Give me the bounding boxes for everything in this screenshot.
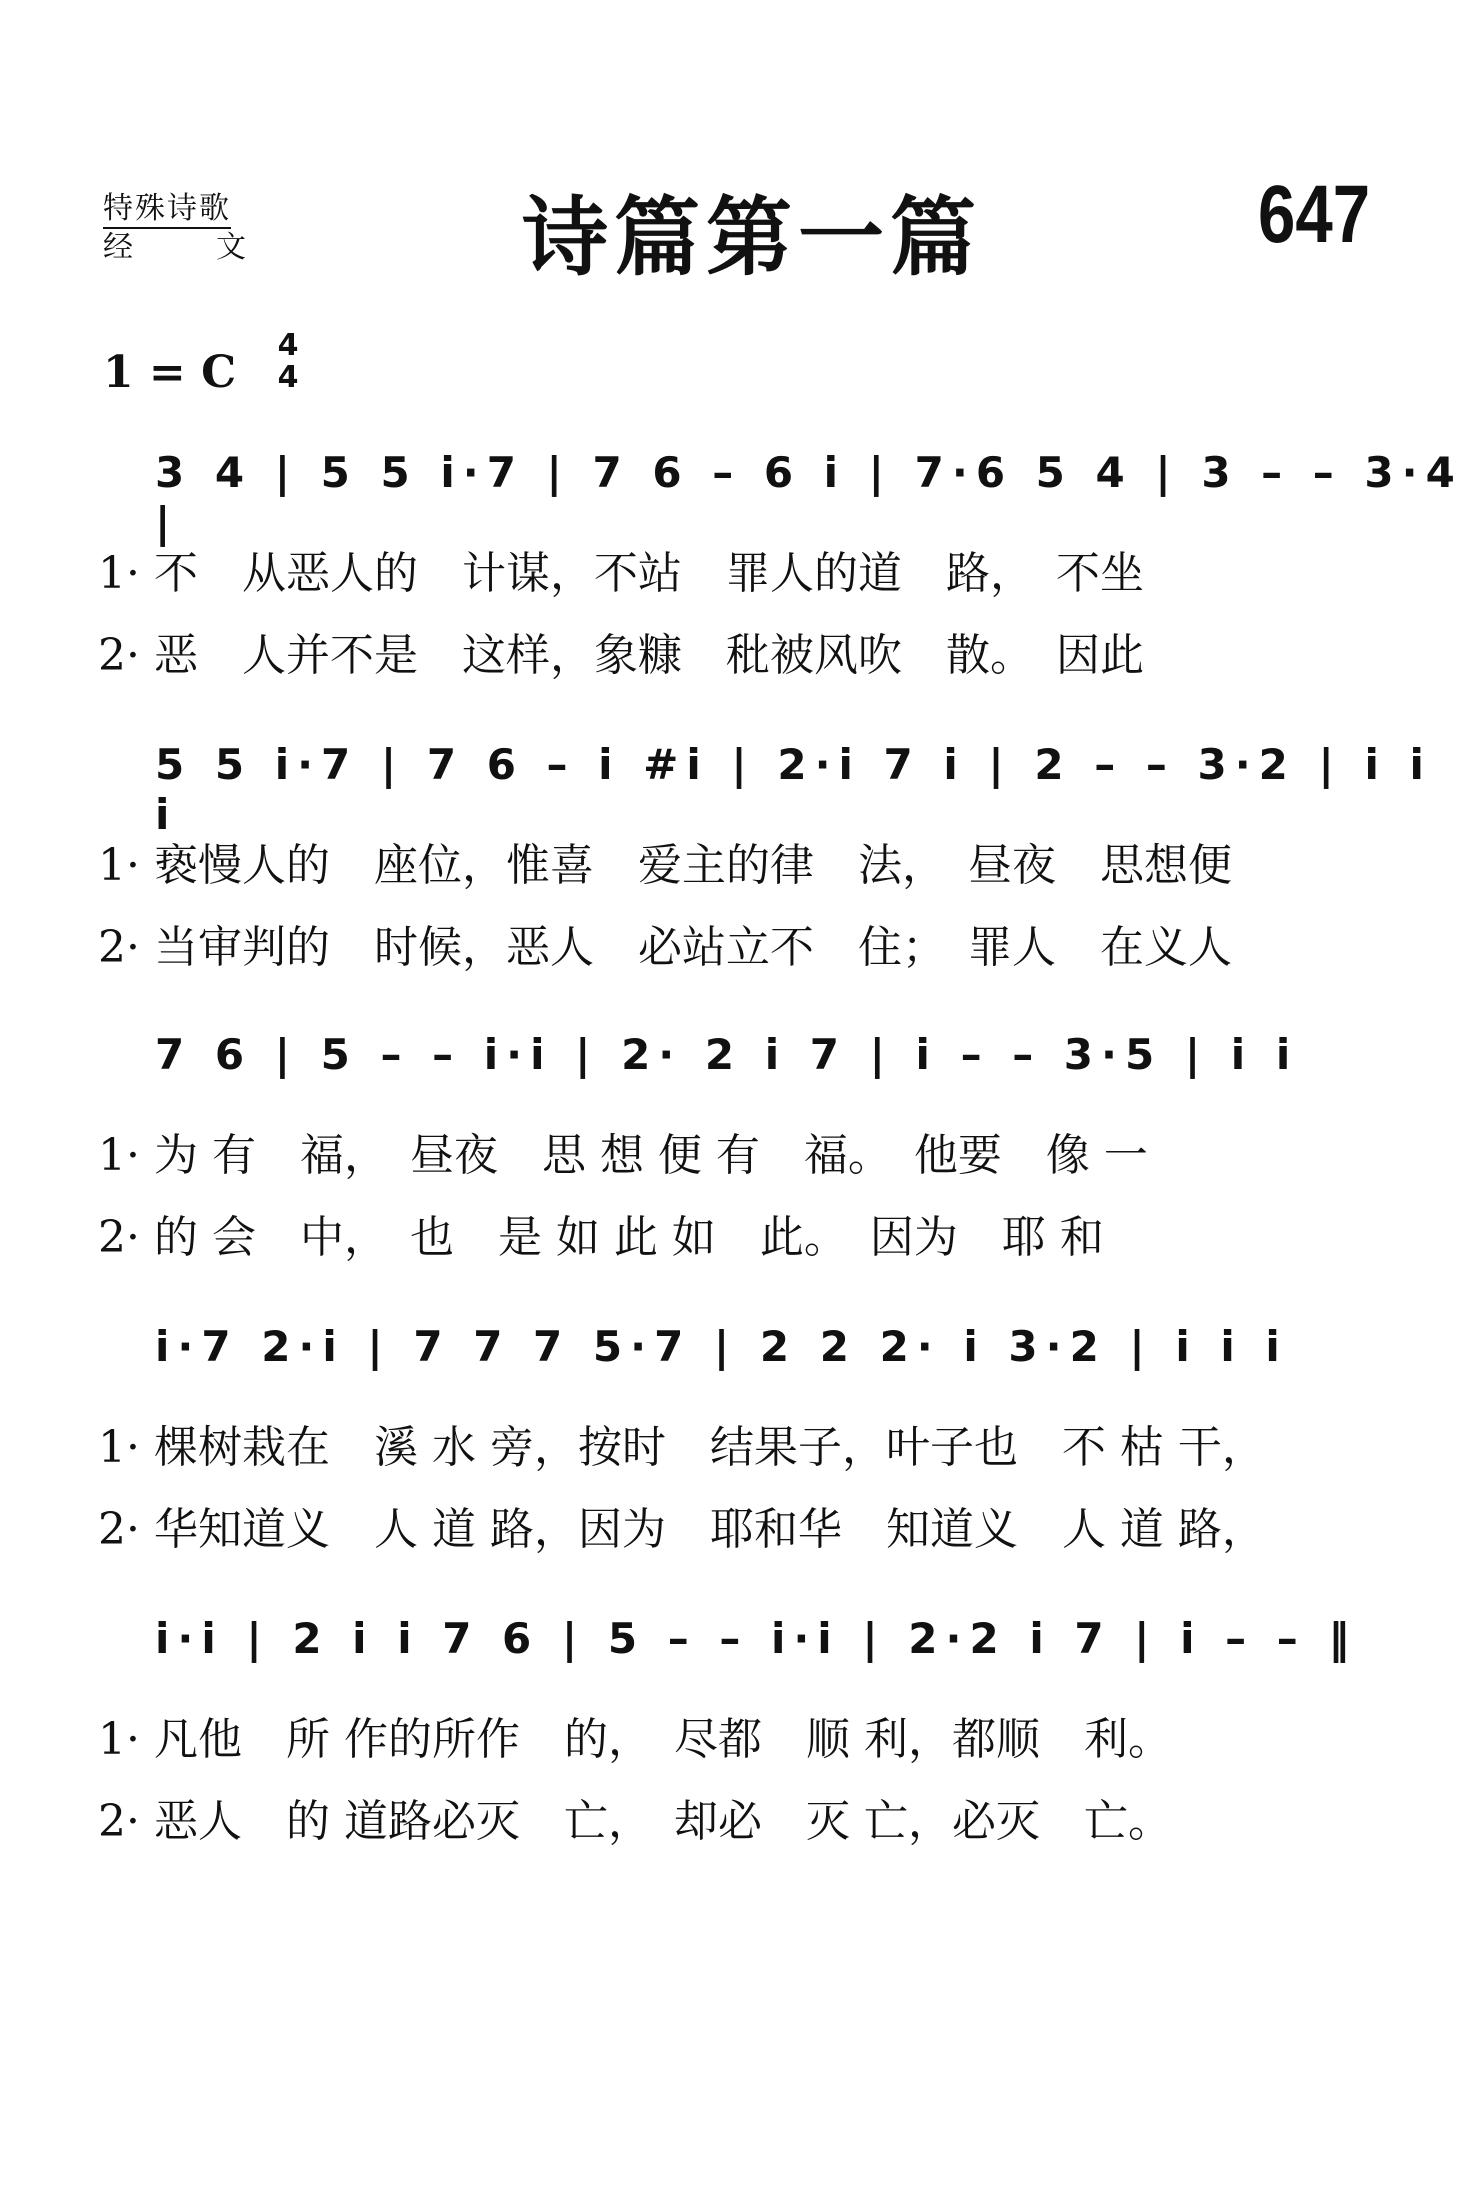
notation-text: 3 4 | 5 5 i·7 | 7 6 – 6 i | 7·6 5 4 | 3 – – 3·4 | xyxy=(155,448,1463,547)
lyric-line-2-verse-1: 1· 亵慢人的 座位，惟喜 爱主的律 法， 昼夜 思想便 xyxy=(98,840,1232,891)
notation-line-1 xyxy=(0,448,1476,547)
key-signature: 1 = C xyxy=(103,347,237,398)
category-label: 特殊诗歌 xyxy=(103,191,231,229)
lyric-line-3-verse-2: 2· 的 会 中， 也 是 如 此 如 此。 因为 耶 和 xyxy=(98,1212,1104,1263)
time-signature xyxy=(272,330,304,394)
meter-bottom: 4 xyxy=(277,360,299,395)
lyric-line-4-verse-1: 1· 棵树栽在 溪 水 旁，按时 结果子，叶子也 不 枯 干， xyxy=(98,1422,1266,1473)
category-sublabel-b: 文 xyxy=(216,230,248,265)
meter-top: 4 xyxy=(277,328,299,363)
hymn-title: 诗篇第一篇 xyxy=(522,187,982,288)
lyric-line-5-verse-2: 2· 恶人 的 道路必灭 亡， 却必 灭 亡，必灭 亡。 xyxy=(98,1796,1172,1847)
lyric-line-1-verse-2: 2· 恶 人并不是 这样，象糠 秕被风吹 散。 因此 xyxy=(98,630,1144,681)
hymn-number: 647 xyxy=(1258,169,1371,260)
notation-text: i·7 2·i | 7 7 7 5·7 | 2 2 2· i 3·2 | i i i xyxy=(155,1322,1288,1371)
lyric-line-3-verse-1: 1· 为 有 福， 昼夜 思 想 便 有 福。 他要 像 一 xyxy=(98,1130,1148,1181)
lyric-line-4-verse-2: 2· 华知道义 人 道 路，因为 耶和华 知道义 人 道 路， xyxy=(98,1504,1266,1555)
lyric-line-2-verse-2: 2· 当审判的 时候，恶人 必站立不 住； 罪人 在义人 xyxy=(98,922,1232,973)
notation-line-5 xyxy=(0,1614,1476,1694)
notation-line-2 xyxy=(0,740,1476,839)
notation-text: 5 5 i·7 | 7 6 – i #i | 2·i 7 i | 2 – – 3·2 | i i i xyxy=(155,740,1432,839)
notation-text: i·i | 2 i i 7 6 | 5 – – i·i | 2·2 i 7 | i – – ‖ xyxy=(155,1614,1358,1663)
notation-line-4 xyxy=(0,1322,1476,1402)
lyric-line-5-verse-1: 1· 凡他 所 作的所作 的， 尽都 顺 利，都顺 利。 xyxy=(98,1714,1172,1765)
category-sublabel xyxy=(103,230,248,266)
notation-line-3 xyxy=(0,1030,1476,1110)
category-sublabel-a: 经 xyxy=(103,230,135,265)
lyric-line-1-verse-1: 1· 不 从恶人的 计谋，不站 罪人的道 路， 不坐 xyxy=(98,548,1144,599)
notation-text: 7 6 | 5 – – i·i | 2· 2 i 7 | i – – 3·5 | i i xyxy=(155,1030,1299,1079)
